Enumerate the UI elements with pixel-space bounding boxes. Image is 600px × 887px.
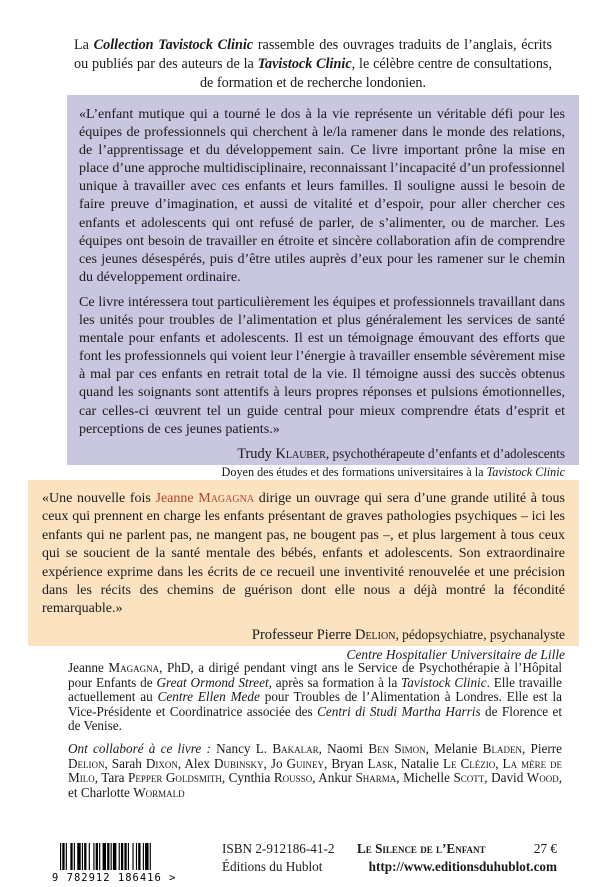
barcode-bar	[136, 843, 137, 870]
contributor-name: Charlotte Wormald	[80, 784, 185, 800]
barcode-bar	[132, 843, 133, 870]
quote-signature: Trudy Klauber, psychothérapeute d’enfants et d’adolescents Doyen des études et des formations universitaires à la Tavistock Clinic	[221, 445, 565, 479]
quote-box-delion	[28, 480, 579, 662]
barcode-bar	[62, 843, 64, 870]
contributor-name: Cynthia Rousso	[228, 770, 313, 786]
barcode-bar	[84, 843, 86, 870]
publisher-url[interactable]: http://www.editionsduhublot.com	[368, 859, 557, 874]
barcode-bar	[70, 843, 72, 870]
barcode-bar	[138, 843, 140, 870]
barcode-bar	[119, 843, 120, 870]
title-price-block	[357, 840, 557, 876]
isbn: ISBN 2-912186-41-2	[222, 841, 335, 856]
barcode-bar	[121, 843, 123, 870]
contributor-name: Jo Guiney	[270, 755, 325, 771]
barcode-bar	[107, 843, 109, 870]
barcode-bar	[74, 843, 75, 870]
editor-bio	[68, 661, 562, 808]
quote-paragraph: «L’enfant mutique qui a tourné le dos à la vie représente un véritable défi pour les équipes de professionnels qui cherchent à le/la ramener dans le monde des relations, de l’apprentissage et du développement sain. Ce livre important prône la mise en place d’une approche multidisciplinaire, reconnaissant l’incapacité d’un professionnel unique à travailler avec ces enfants et leurs familles. Il souligne aussi le besoin de faire preuve d’imagination, et aussi de vitalité et d’espoir, pour aller chercher ces enfants et adolescents qui ont refusé de parler, de s’alimenter, ou de marcher. Les équipes ont besoin de travailler en étroite et sincère collaboration afin de comprendre ces jeunes désespérés, puis d’être utiles auprès d’eux pour les ramener sur le chemin du développement ordinaire.	[79, 106, 565, 285]
bio-paragraph: Jeanne Magagna, PhD, a dirigé pendant vingt ans le Service de Psychothérapie à l’Hôpital pour Enfants de Great Ormond Street, après sa formation à la Tavistock Clinic. Elle travaille actuellement au Centre Ellen Mede pour Troubles de l’Alimentation à Londres. Elle est la Vice-Présidente et Coordinatrice associée des Centri di Studi Martha Harris de Florence et de Venise.	[68, 660, 562, 734]
contributor-name: Tara Pepper Goldsmith	[101, 770, 222, 786]
contributors-list: Ont collaboré à ce livre : Nancy L. Bakalar, Naomi Ben Simon, Melanie Bladen, Pierre Delion, Sarah Dixon, Alex Dubinsky, Jo Guiney, Bryan Lask, Natalie Le Clézio, La mère de Milo, Tara Pepper Goldsmith, Cynthia Rousso, Ankur Sharma, Michelle Scott, David Wood, et Charlotte Wormald	[68, 740, 563, 800]
barcode-bar	[103, 843, 106, 870]
contributor-name: Alex Dubinsky	[184, 755, 264, 771]
barcode-bar	[111, 843, 112, 870]
contributor-name: David Wood	[491, 770, 559, 786]
barcode-bar	[93, 843, 94, 870]
collection-name: Collection Tavistock Clinic	[93, 37, 254, 53]
contributor-name: Sarah Dixon	[111, 755, 178, 771]
contributor-name: Pierre Delion	[68, 740, 562, 771]
barcode-bar	[124, 843, 126, 870]
isbn-block	[222, 840, 334, 876]
contributor-name: Nancy L. Bakalar	[216, 740, 319, 756]
contributor-name: Naomi Ben Simon	[327, 740, 426, 756]
quote-paragraph: «Une nouvelle fois Jeanne Magagna dirige un ouvrage qui sera d’une grande utilité à tous ceux qui prennent en charge les enfants présentant de graves pathologies psychiques – ici les enfants qui ne parlent pas, ne mangent pas, ne bougent pas –, et plus largement à tous ceux qui se soucient de la santé mentale des bébés, enfants et adolescents. Son extraordinaire expérience exprime dans les écrits de ce recueil une inventivité renouvelée et une précision dans les récits des chemins de guérison dont elle nous a déjà montré la fécondité remarquable.»	[42, 491, 565, 617]
contributor-name: Melanie Bladen	[434, 740, 522, 756]
barcode-bar	[60, 843, 61, 870]
price: 27 €	[533, 841, 557, 856]
contributor-name: Natalie Le Clézio	[400, 755, 496, 771]
intro-text: , le célèbre centre de consultations, de formation et de recherche londonien.	[199, 56, 553, 91]
publisher: Éditions du Hublot	[222, 859, 323, 874]
barcode-bar	[99, 843, 100, 870]
collection-intro	[74, 36, 552, 93]
contributor-name: La mère de Milo	[68, 755, 563, 786]
barcode-bar	[77, 843, 80, 870]
clinic-name: Tavistock Clinic	[257, 56, 352, 72]
contributor-name: Bryan Lask	[331, 755, 394, 771]
book-title: Le Silence de l’Enfant	[357, 841, 486, 856]
barcode-number: 9 782912 186416 >	[52, 872, 177, 884]
barcode-bar	[82, 843, 83, 870]
contributor-name: Michelle Scott	[403, 770, 485, 786]
contributor-name: Ankur Sharma	[318, 770, 397, 786]
intro-text: La	[74, 37, 94, 53]
quote-box-klauber	[67, 95, 579, 479]
barcode-bar	[150, 843, 151, 870]
barcode-bar	[143, 843, 144, 870]
barcode-bar	[113, 843, 116, 870]
quote-paragraph: Ce livre intéressera tout particulièrement les équipes et professionnels travaillant dans les unités pour troubles de l’alimentation et plus généralement les services de santé mentale pour enfants et adolescents. Il est un témoignage émouvant des efforts que font les professionnels qui voient leur l’énergie à travailler ensemble sévèrement mise à mal par ces enfants en retrait total de la vie. Il témoigne aussi des succès obtenus quand les soignants sont attentifs à leurs propres réponses et pulsions émotionnelles, car celles-ci œuvrent tel un guide central pour mieux comprendre états d’esprit et perceptions de ces jeunes patients.»	[79, 293, 565, 437]
intro-text: rassemble des ouvrages traduits de l’anglais, écrits ou publiés par des auteurs de la	[74, 37, 552, 72]
barcode-bar	[145, 843, 148, 870]
barcode-bar	[89, 843, 90, 870]
barcode-bar	[128, 843, 129, 870]
quote-signature: Professeur Pierre Delion, pédopsychiatre, psychanalyste Centre Hospitalier Universitaire de Lille	[251, 626, 565, 662]
barcode-bar	[66, 843, 67, 870]
barcode-bar	[96, 843, 98, 870]
